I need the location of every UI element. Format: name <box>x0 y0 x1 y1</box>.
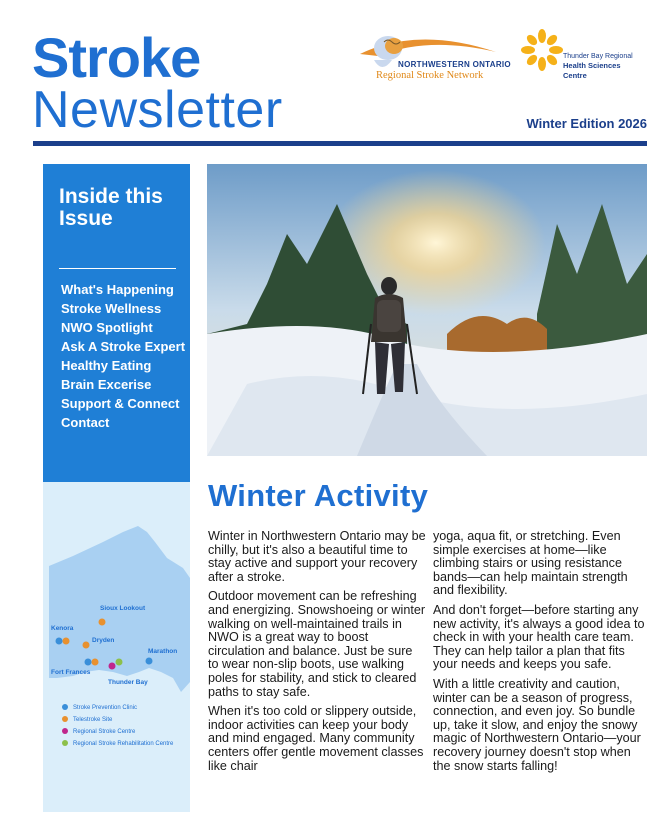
map-dot-fort-frances-2 <box>92 659 99 666</box>
map-dot-marathon <box>146 658 153 665</box>
map-label-marathon: Marathon <box>148 648 178 655</box>
map-label-fort-frances: Fort Frances <box>51 669 91 676</box>
toc-item-brain-exercise[interactable]: Brain Excerise <box>61 377 152 392</box>
paragraph: When it's too cold or slippery outside, indoor activities can keep your body and mind engaged. Many community centers offer gentle movement classes like chair <box>208 704 424 773</box>
thunder-bay-logo-text: Thunder Bay Regional Health Sciences Centre <box>563 53 633 80</box>
header-divider <box>33 141 647 146</box>
map-label-dryden: Dryden <box>92 637 115 644</box>
toc-item-contact[interactable]: Contact <box>61 415 110 430</box>
edition-label: Winter Edition 2026 <box>526 116 647 131</box>
paragraph: Outdoor movement can be refreshing and energizing. Snowshoeing or winter walking on well-maintained trails in NWO is a great way to boost circulation and balance. Just be sure to wear non-slip boots, use walking poles for stability, and stick to cleared paths to stay safe. <box>208 589 426 699</box>
toc-item-ask-expert[interactable]: Ask A Stroke Expert <box>61 339 186 354</box>
nwo-logo-text-1: NORTHWESTERN ONTARIO <box>398 60 511 69</box>
map-dot-fort-frances-1 <box>85 659 92 666</box>
paragraph: yoga, aqua fit, or stretching. Even simple exercises at home—like climbing stairs or using resistance bands—can help maintain strength and flexibility. <box>433 529 628 598</box>
winter-hiker-photo <box>207 164 647 456</box>
legend-dot-stroke-centre <box>62 728 68 734</box>
legend-prevention: Stroke Prevention Clinic <box>73 705 138 711</box>
map-dot-thunder-bay-2 <box>116 659 123 666</box>
map-label-thunder-bay: Thunder Bay <box>108 679 148 686</box>
newsletter-title-line1: Stroke <box>32 26 201 89</box>
map-dot-dryden <box>83 642 90 649</box>
sidebar-divider <box>59 268 176 269</box>
map-label-kenora: Kenora <box>51 625 74 632</box>
thunder-bay-sunburst-logo <box>520 28 564 72</box>
legend-stroke-centre: Regional Stroke Centre <box>73 729 136 735</box>
sidebar-toc-list <box>61 284 186 436</box>
legend-dot-rehab <box>62 740 68 746</box>
legend-telestroke: Telestroke Site <box>73 717 113 723</box>
legend-dot-prevention <box>62 704 68 710</box>
toc-item-stroke-wellness[interactable]: Stroke Wellness <box>61 301 162 316</box>
paragraph: Winter in Northwestern Ontario may be chilly, but it's also a beautiful time to stay active and support your recovery after a stroke. <box>208 529 426 584</box>
paragraph: With a little creativity and caution, winter can be a season of progress, connection, and even joy. So bundle up, take it slow, and enjoy the snowy magic of Northwestern Ontario—your recovery journey doesn't stop when the snow starts falling! <box>433 676 641 773</box>
northwestern-ontario-map <box>43 482 190 812</box>
article-column-2 <box>433 530 651 779</box>
inside-this-issue-sidebar <box>43 164 190 482</box>
nwo-logo-text-2: Regional Stroke Network <box>376 70 484 81</box>
article-column-1 <box>208 530 426 779</box>
legend-dot-telestroke <box>62 716 68 722</box>
legend-rehab: Regional Stroke Rehabilitation Centre <box>73 741 174 747</box>
toc-item-support-connect[interactable]: Support & Connect <box>61 396 180 411</box>
map-dot-kenora-2 <box>63 638 70 645</box>
toc-item-healthy-eating[interactable]: Healthy Eating <box>61 358 152 373</box>
map-dot-sioux-lookout <box>99 619 106 626</box>
toc-item-whats-happening[interactable]: What's Happening <box>61 282 174 297</box>
sidebar-title: Inside this Issue <box>59 185 163 230</box>
toc-item-nwo-spotlight[interactable]: NWO Spotlight <box>61 320 153 335</box>
map-dot-kenora-1 <box>56 638 63 645</box>
newsletter-title-line2: Newsletter <box>32 81 283 139</box>
article-title: Winter Activity <box>208 478 429 513</box>
paragraph: And don't forget—before starting any new activity, it's always a good idea to check in with your health care team. They can help tailor a plan that fits your needs and keeps you safe. <box>433 602 645 672</box>
map-label-sioux-lookout: Sioux Lookout <box>100 605 146 612</box>
map-dot-thunder-bay-1 <box>109 663 116 670</box>
